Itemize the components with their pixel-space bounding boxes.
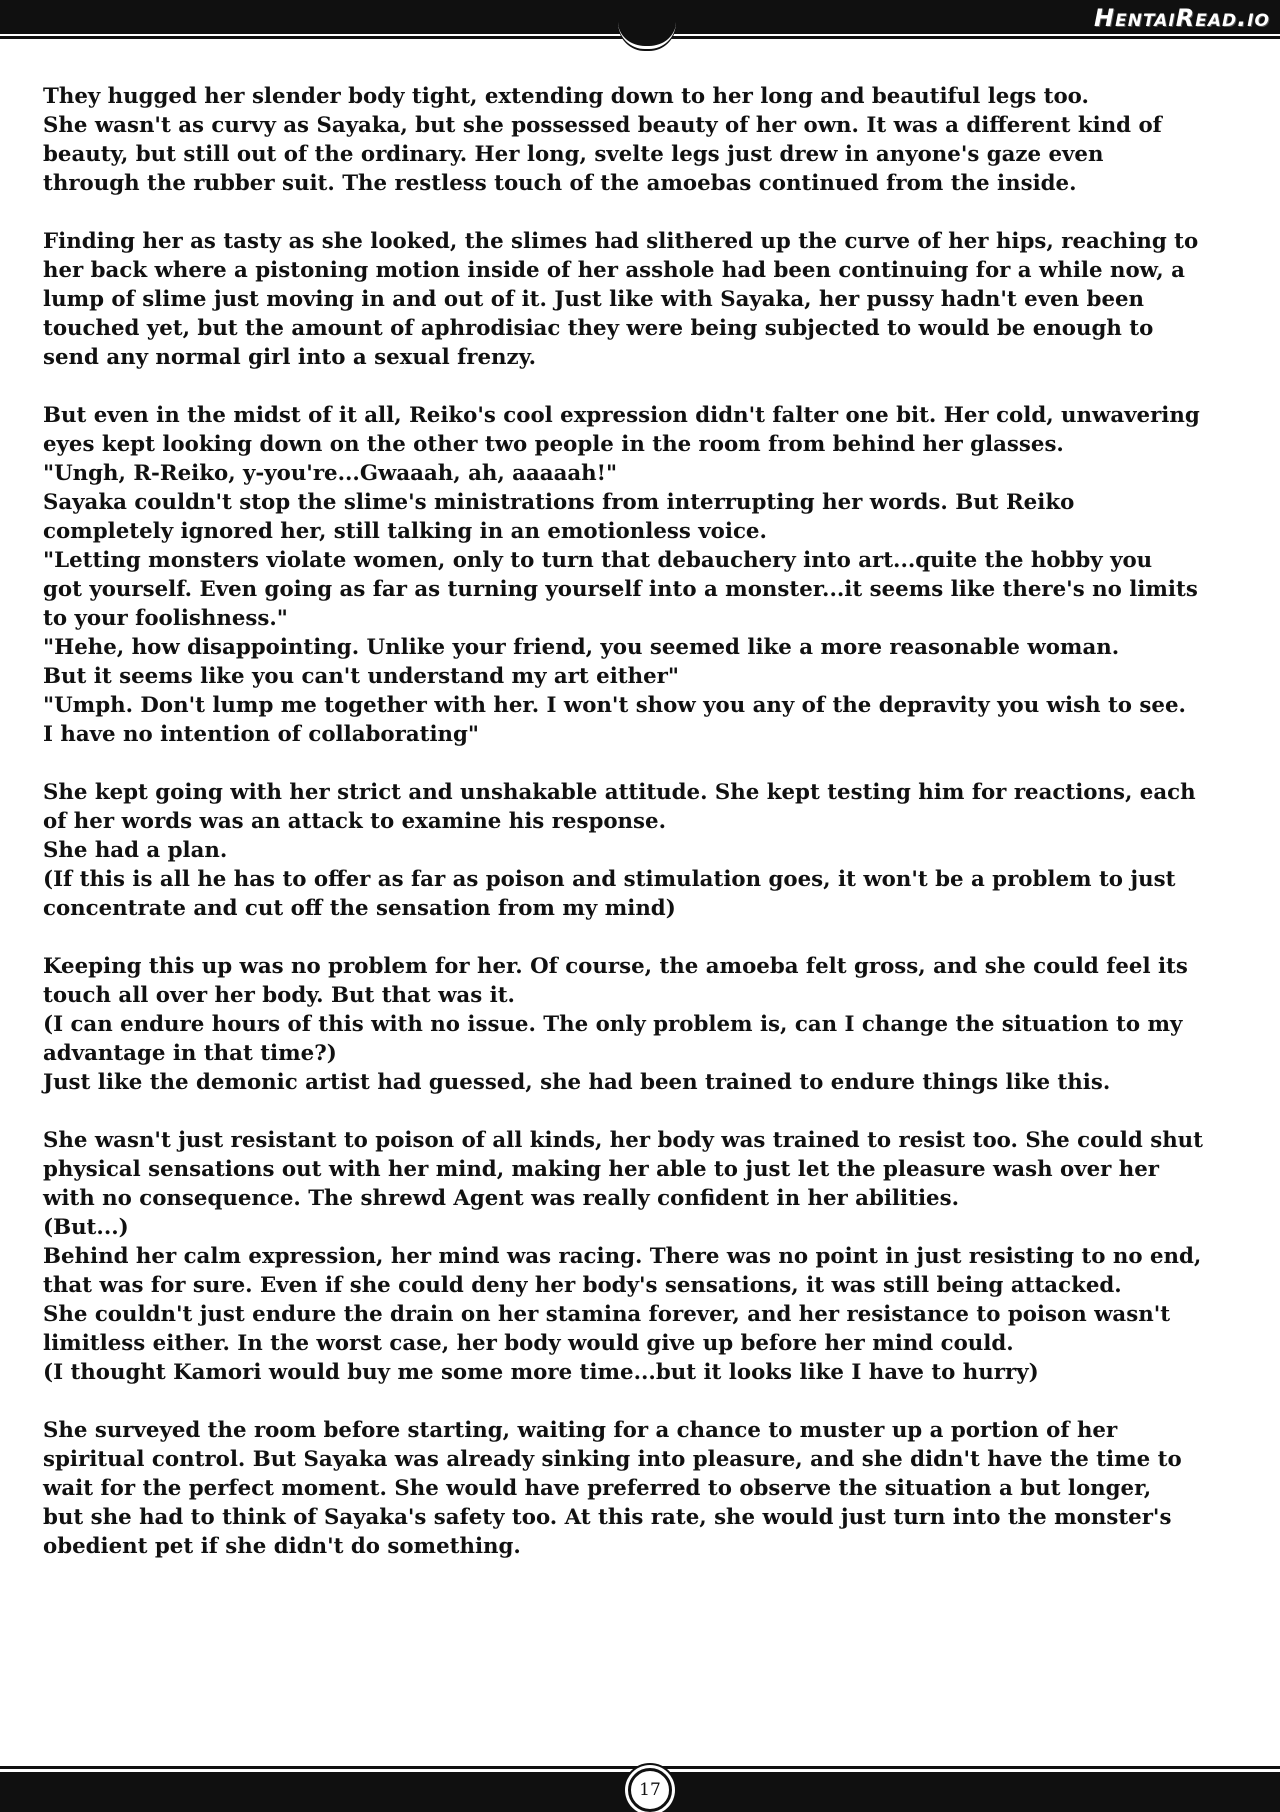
text-line: She couldn't just endure the drain on her stamina forever, and her resistance to poison wasn't bbox=[43, 1302, 1171, 1327]
text-line: limitless either. In the worst case, her body would give up before her mind could. bbox=[43, 1331, 1014, 1356]
text-line: spiritual control. But Sayaka was already sinking into pleasure, and she didn't have the time to bbox=[43, 1447, 1182, 1472]
page-number: 17 bbox=[628, 1768, 672, 1812]
text-line: (But...) bbox=[43, 1215, 129, 1240]
text-line: that was for sure. Even if she could deny her body's sensations, it was still being attacked. bbox=[43, 1273, 1122, 1298]
paragraph bbox=[43, 778, 1255, 923]
text-line: "Hehe, how disappointing. Unlike your friend, you seemed like a more reasonable woman. bbox=[43, 635, 1120, 660]
text-line: completely ignored her, still talking in an emotionless voice. bbox=[43, 519, 767, 544]
text-line: touch all over her body. But that was it. bbox=[43, 983, 515, 1008]
text-line: "Ungh, R-Reiko, y-you're...Gwaaah, ah, aaaaah!" bbox=[43, 461, 618, 486]
text-line: Behind her calm expression, her mind was racing. There was no point in just resisting to no end, bbox=[43, 1244, 1202, 1269]
text-line: physical sensations out with her mind, making her able to just let the pleasure wash over her bbox=[43, 1157, 1160, 1182]
text-line: (I can endure hours of this with no issue. The only problem is, can I change the situation to my bbox=[43, 1012, 1183, 1037]
footer-rule bbox=[0, 1766, 1280, 1769]
text-line: But it seems like you can't understand my art either" bbox=[43, 664, 679, 689]
text-line: to your foolishness." bbox=[43, 606, 288, 631]
text-line: But even in the midst of it all, Reiko's cool expression didn't falter one bit. Her cold, unwavering bbox=[43, 403, 1200, 428]
header-tab-ornament bbox=[618, 22, 676, 49]
text-line: concentrate and cut off the sensation from my mind) bbox=[43, 896, 676, 921]
page-body-text bbox=[43, 82, 1255, 1590]
text-line: "Umph. Don't lump me together with her. I won't show you any of the depravity you wish to see. bbox=[43, 693, 1186, 718]
text-line: She kept going with her strict and unshakable attitude. She kept testing him for reactions, each bbox=[43, 780, 1196, 805]
text-line: lump of slime just moving in and out of it. Just like with Sayaka, her pussy hadn't even been bbox=[43, 287, 1145, 312]
text-line: obedient pet if she didn't do something. bbox=[43, 1534, 521, 1559]
text-line: They hugged her slender body tight, extending down to her long and beautiful legs too. bbox=[43, 84, 1089, 109]
text-line: advantage in that time?) bbox=[43, 1041, 337, 1066]
paragraph bbox=[43, 952, 1255, 1097]
text-line: Finding her as tasty as she looked, the slimes had slithered up the curve of her hips, reaching to bbox=[43, 229, 1199, 254]
text-line: Sayaka couldn't stop the slime's ministrations from interrupting her words. But Reiko bbox=[43, 490, 1075, 515]
text-line: send any normal girl into a sexual frenzy. bbox=[43, 345, 536, 370]
text-line: beauty, but still out of the ordinary. Her long, svelte legs just drew in anyone's gaze even bbox=[43, 142, 1104, 167]
text-line: She wasn't just resistant to poison of all kinds, her body was trained to resist too. She could shut bbox=[43, 1128, 1203, 1153]
text-line: (I thought Kamori would buy me some more time...but it looks like I have to hurry) bbox=[43, 1360, 1039, 1385]
text-line: Keeping this up was no problem for her. Of course, the amoeba felt gross, and she could feel its bbox=[43, 954, 1188, 979]
text-line: got yourself. Even going as far as turning yourself into a monster...it seems like there's no limits bbox=[43, 577, 1198, 602]
text-line: I have no intention of collaborating" bbox=[43, 722, 480, 747]
paragraph bbox=[43, 1416, 1255, 1561]
paragraph bbox=[43, 82, 1255, 198]
text-line: eyes kept looking down on the other two people in the room from behind her glasses. bbox=[43, 432, 1064, 457]
text-line: but she had to think of Sayaka's safety too. At this rate, she would just turn into the monster's bbox=[43, 1505, 1172, 1530]
text-line: of her words was an attack to examine his response. bbox=[43, 809, 666, 834]
paragraph bbox=[43, 401, 1255, 749]
text-line: "Letting monsters violate women, only to turn that debauchery into art...quite the hobby you bbox=[43, 548, 1153, 573]
text-line: wait for the perfect moment. She would have preferred to observe the situation a but longer, bbox=[43, 1476, 1152, 1501]
text-line: She surveyed the room before starting, waiting for a chance to muster up a portion of her bbox=[43, 1418, 1118, 1443]
text-line: Just like the demonic artist had guessed, she had been trained to endure things like this. bbox=[43, 1070, 1111, 1095]
text-line: touched yet, but the amount of aphrodisiac they were being subjected to would be enough to bbox=[43, 316, 1154, 341]
paragraph bbox=[43, 227, 1255, 372]
paragraph bbox=[43, 1126, 1255, 1387]
text-line: She wasn't as curvy as Sayaka, but she possessed beauty of her own. It was a different kind of bbox=[43, 113, 1162, 138]
text-line: She had a plan. bbox=[43, 838, 228, 863]
text-line: her back where a pistoning motion inside of her asshole had been continuing for a while now, a bbox=[43, 258, 1185, 283]
text-line: through the rubber suit. The restless touch of the amoebas continued from the inside. bbox=[43, 171, 1077, 196]
site-watermark: HentaiRead.io bbox=[1094, 4, 1270, 32]
text-line: (If this is all he has to offer as far as poison and stimulation goes, it won't be a problem to just bbox=[43, 867, 1176, 892]
text-line: with no consequence. The shrewd Agent was really confident in her abilities. bbox=[43, 1186, 959, 1211]
